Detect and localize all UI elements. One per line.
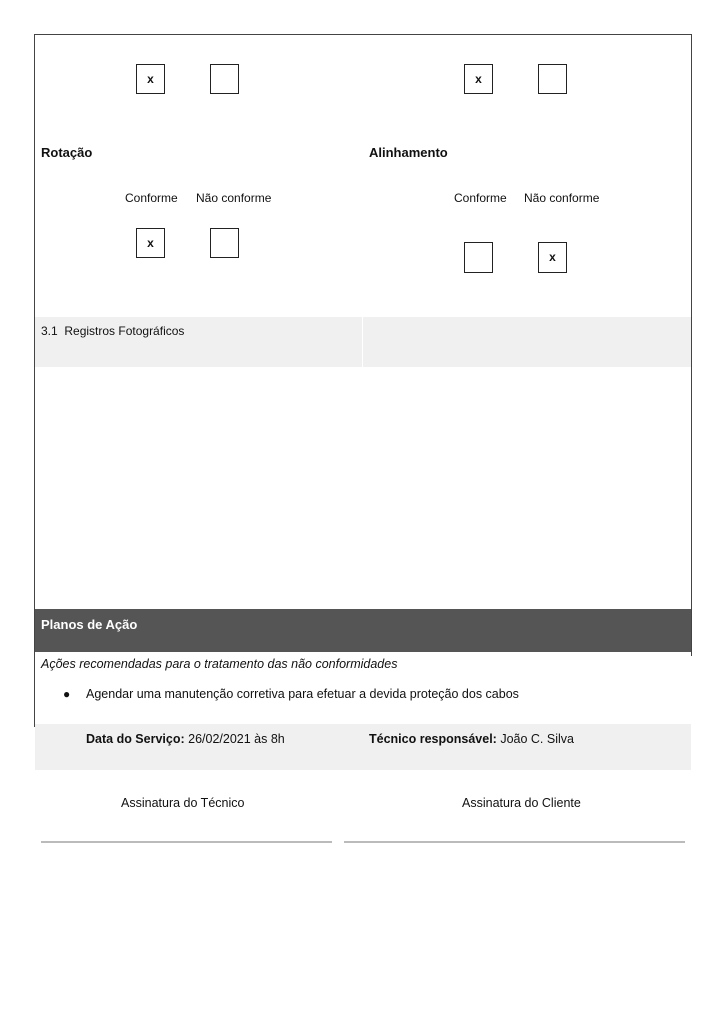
photos-header-divider xyxy=(362,317,363,369)
rotacao-nao-conforme-label: Não conforme xyxy=(196,191,272,205)
frame-right-border xyxy=(691,34,692,656)
plans-title: Planos de Ação xyxy=(41,617,138,632)
service-tech-value: João C. Silva xyxy=(500,732,574,746)
service-date-value: 26/02/2021 às 8h xyxy=(188,732,285,746)
tech-signature-line xyxy=(41,841,332,843)
alinhamento-conforme-checkbox[interactable] xyxy=(464,242,493,273)
alinhamento-nao-conforme-label: Não conforme xyxy=(524,191,600,205)
rotacao-conforme-checkbox[interactable]: x xyxy=(136,228,165,258)
rotacao-conforme-label: Conforme xyxy=(125,191,178,205)
alinhamento-title: Alinhamento xyxy=(369,145,448,160)
service-info-bar xyxy=(35,724,691,770)
service-tech-label: Técnico responsável: xyxy=(369,732,497,746)
service-technician xyxy=(369,732,574,746)
photos-section-label: Registros Fotográficos xyxy=(64,324,185,338)
client-signature-line xyxy=(344,841,685,843)
rotacao-title: Rotação xyxy=(41,145,93,160)
plan-item: Agendar uma manutenção corretiva para efetuar a devida proteção dos cabos xyxy=(86,687,519,701)
top-right-nao-conforme-checkbox[interactable] xyxy=(538,64,567,94)
tech-signature-label: Assinatura do Técnico xyxy=(121,796,245,810)
frame-top-border xyxy=(34,34,692,35)
client-signature-label: Assinatura do Cliente xyxy=(462,796,581,810)
alinhamento-nao-conforme-checkbox[interactable]: x xyxy=(538,242,567,273)
rotacao-nao-conforme-checkbox[interactable] xyxy=(210,228,239,258)
service-date xyxy=(86,732,285,746)
bullet-icon: ● xyxy=(63,687,71,701)
top-left-conforme-checkbox[interactable]: x xyxy=(136,64,165,94)
photos-section-number: 3.1 xyxy=(41,324,58,338)
top-left-nao-conforme-checkbox[interactable] xyxy=(210,64,239,94)
alinhamento-conforme-label: Conforme xyxy=(454,191,507,205)
photos-section-title xyxy=(41,324,184,338)
plans-subtitle: Ações recomendadas para o tratamento das não conformidades xyxy=(41,657,398,671)
top-right-conforme-checkbox[interactable]: x xyxy=(464,64,493,94)
service-date-label: Data do Serviço: xyxy=(86,732,185,746)
